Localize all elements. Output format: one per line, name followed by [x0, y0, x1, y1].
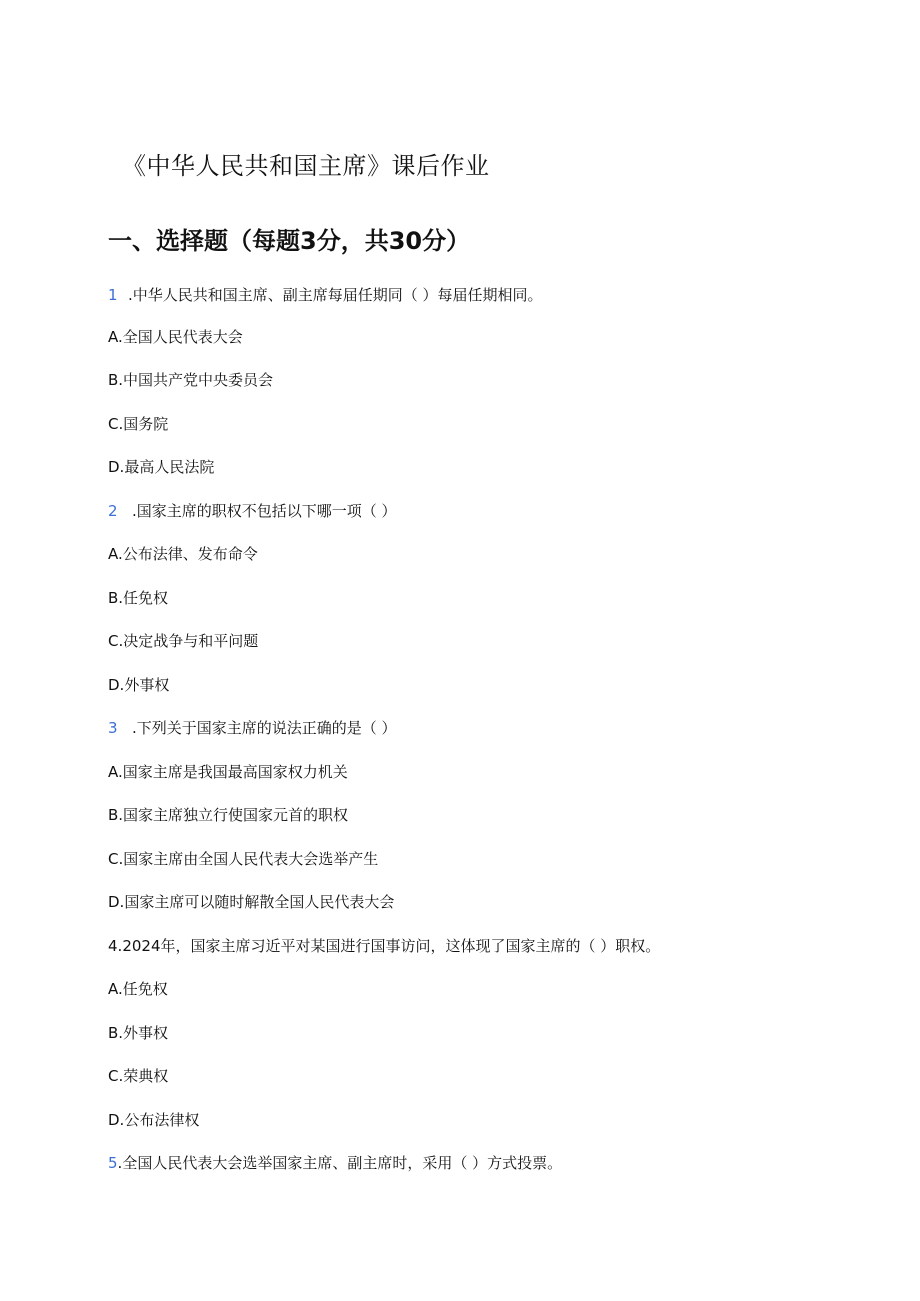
question-number: 1 [108, 286, 118, 304]
question-text: .2024年，国家主席习近平对某国进行国事访问，这体现了国家主席的（ ）职权。 [117, 937, 661, 955]
question-3 [108, 717, 397, 739]
option-3d: D.国家主席可以随时解散全国人民代表大会 [108, 893, 395, 911]
question-4 [108, 935, 660, 957]
option-3b: B.国家主席独立行使国家元首的职权 [108, 806, 349, 824]
document-title: 《中华人民共和国主席》课后作业 [122, 152, 490, 180]
question-2 [108, 500, 397, 522]
option-2a: A.公布法律、发布命令 [108, 545, 258, 563]
option-1c: C.国务院 [108, 415, 169, 433]
question-text: .下列关于国家主席的说法正确的是（ ） [132, 719, 397, 737]
option-1a: A.全国人民代表大会 [108, 328, 243, 346]
question-number: 2 [108, 502, 118, 520]
option-2d: D.外事权 [108, 676, 170, 694]
question-text: .国家主席的职权不包括以下哪一项（ ） [132, 502, 397, 520]
option-3a: A.国家主席是我国最高国家权力机关 [108, 763, 348, 781]
option-3c: C.国家主席由全国人民代表大会选举产生 [108, 850, 379, 868]
question-text: .中华人民共和国主席、副主席每届任期同（ ）每届任期相同。 [128, 286, 543, 304]
option-2b: B.任免权 [108, 589, 169, 607]
question-text: .全国人民代表大会选举国家主席、副主席时，采用（ ）方式投票。 [117, 1154, 563, 1172]
question-number: 3 [108, 719, 118, 737]
option-4d: D.公布法律权 [108, 1111, 200, 1129]
section-heading: 一、选择题（每题3分，共30分） [108, 227, 471, 255]
option-1d: D.最高人民法院 [108, 458, 215, 476]
option-4a: A.任免权 [108, 980, 168, 998]
question-number: 4 [108, 937, 118, 955]
option-4b: B.外事权 [108, 1024, 169, 1042]
option-4c: C.荣典权 [108, 1067, 169, 1085]
option-1b: B.中国共产党中央委员会 [108, 371, 274, 389]
option-2c: C.决定战争与和平问题 [108, 632, 259, 650]
question-5 [108, 1152, 562, 1174]
question-number: 5 [108, 1154, 118, 1172]
question-1 [108, 284, 543, 306]
